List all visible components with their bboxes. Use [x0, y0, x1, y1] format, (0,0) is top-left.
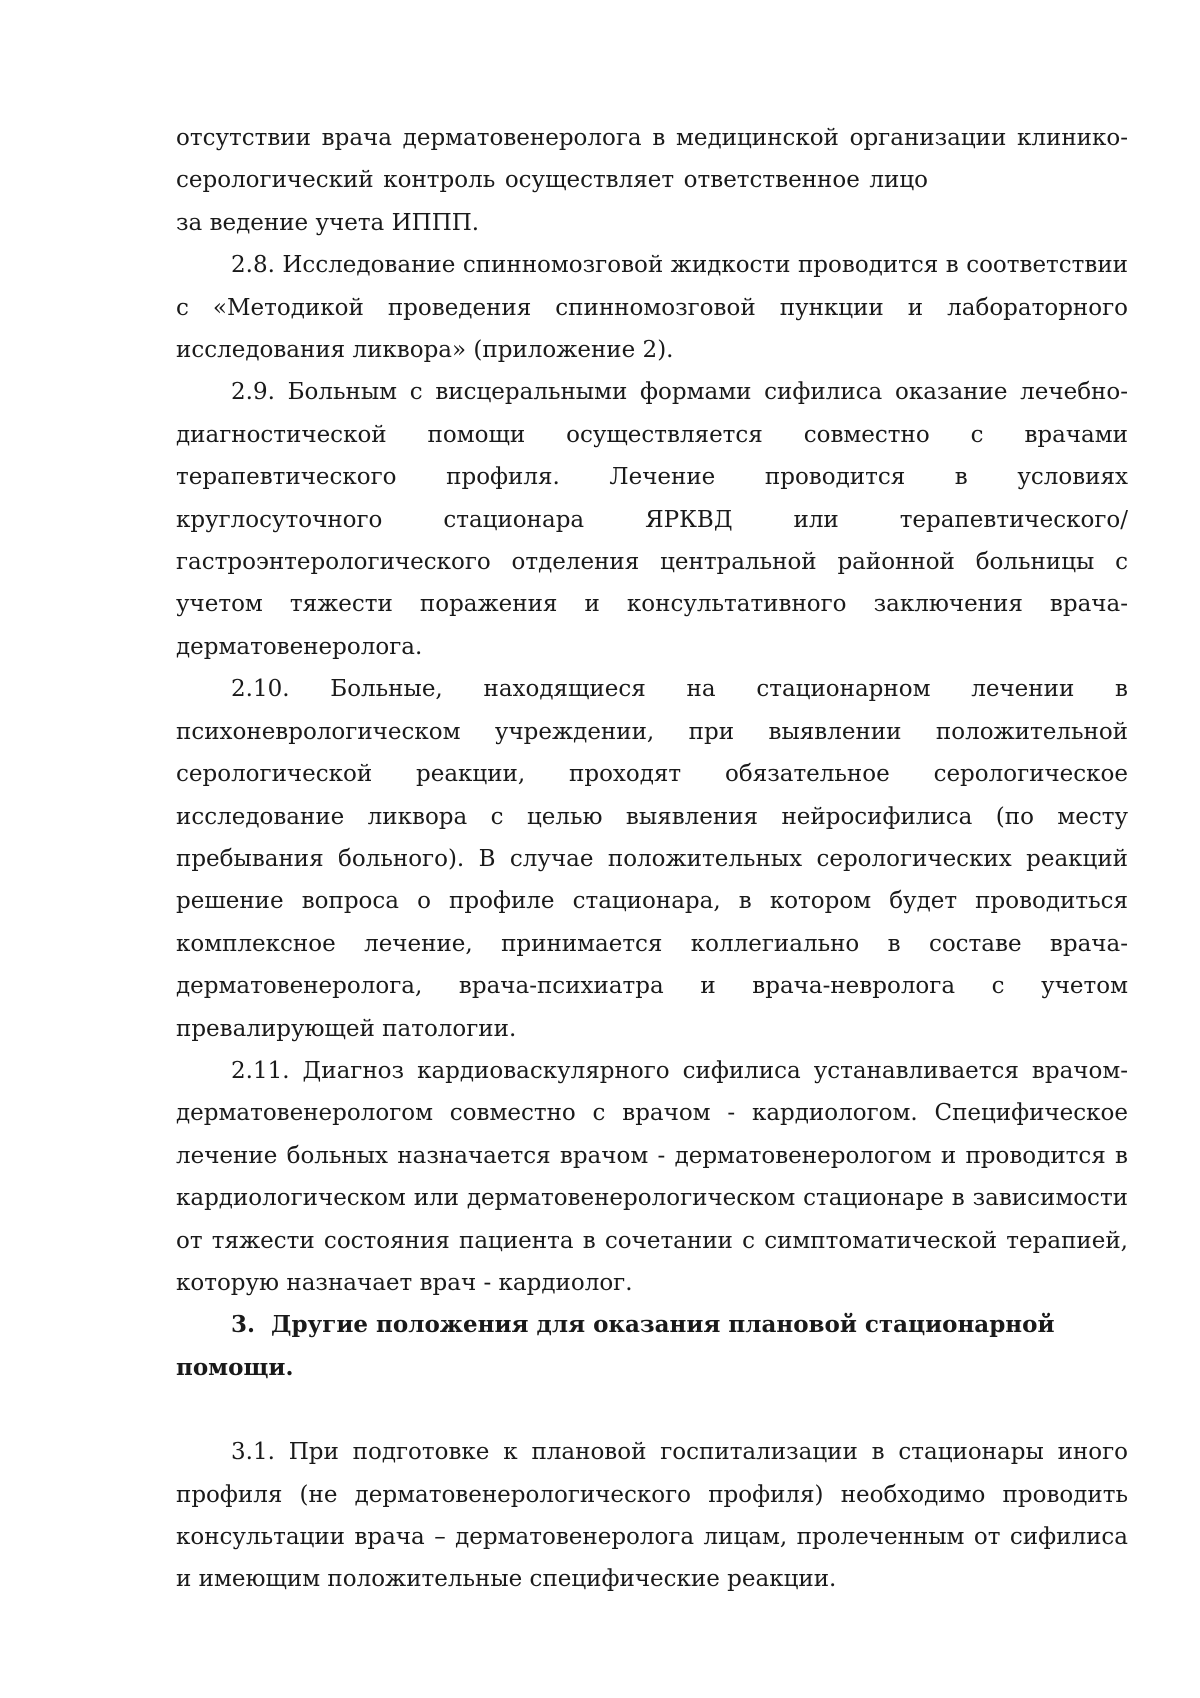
section-heading-3: [176, 1304, 1128, 1389]
paragraph-2-8: 2.8. Исследование спинномозговой жидкости проводится в соответствии с «Методикой проведения спинномозговой пункции и лабораторного исследования ликвора» (приложение 2).: [176, 252, 1128, 364]
paragraph-3-1: 3.1. При подготовке к плановой госпитализации в стационары иного профиля (не дерматовенерологического профиля) необходимо проводить консультации врача – дерматовенеролога лицам, пролеченным от сифилиса и имеющим положительные специфические реакции.: [176, 1439, 1128, 1593]
section-heading-number: 3.: [231, 1311, 256, 1339]
paragraph-2-9: 2.9. Больным с висцеральными формами сифилиса оказание лечебно-диагностической помощи осуществляется совместно с врачами терапевтического профиля. Лечение проводится в условиях круглосуточного стационара ЯРКВД или терапевтического/гастроэнтерологического отделения центральной районной больницы с учетом тяжести поражения и консультативного заключения врача-дерматовенеролога.: [176, 379, 1128, 660]
paragraph-2-10: 2.10. Больные, находящиеся на стационарном лечении в психоневрологическом учреждении, при выявлении положительной серологической реакции, проходят обязательное серологическое исследование ликвора с целью выявления нейросифилиса (по месту пребывания больного). В случае положительных серологических реакций решение вопроса о профиле стационара, в котором будет проводиться комплексное лечение, принимается коллегиально в составе врача-дерматовенеролога, врача-психиатра и врача-невролога с учетом превалирующей патологии.: [176, 676, 1128, 1042]
document-body: [176, 117, 1128, 1601]
paragraph-2-11: 2.11. Диагноз кардиоваскулярного сифилиса устанавливается врачом-дерматовенерологом совместно с врачом - кардиологом. Специфическое лечение больных назначается врачом - дерматовенерологом и проводится в кардиологическом или дерматовенерологическом стационаре в зависимости от тяжести состояния пациента в сочетании с симптоматической терапией, которую назначает врач - кардиолог.: [176, 1057, 1128, 1296]
paragraph-continuation: [176, 117, 1128, 244]
paragraph-continuation-tail: за ведение учета ИППП.: [176, 209, 480, 236]
section-spacer: [176, 1389, 1128, 1431]
paragraph-continuation-text: отсутствии врача дерматовенеролога в медицинской организации клинико-серологический контроль осуществляет ответственное лицо: [176, 125, 1128, 194]
section-heading-text: Другие положения для оказания плановой стационарной помощи.: [176, 1311, 1055, 1381]
